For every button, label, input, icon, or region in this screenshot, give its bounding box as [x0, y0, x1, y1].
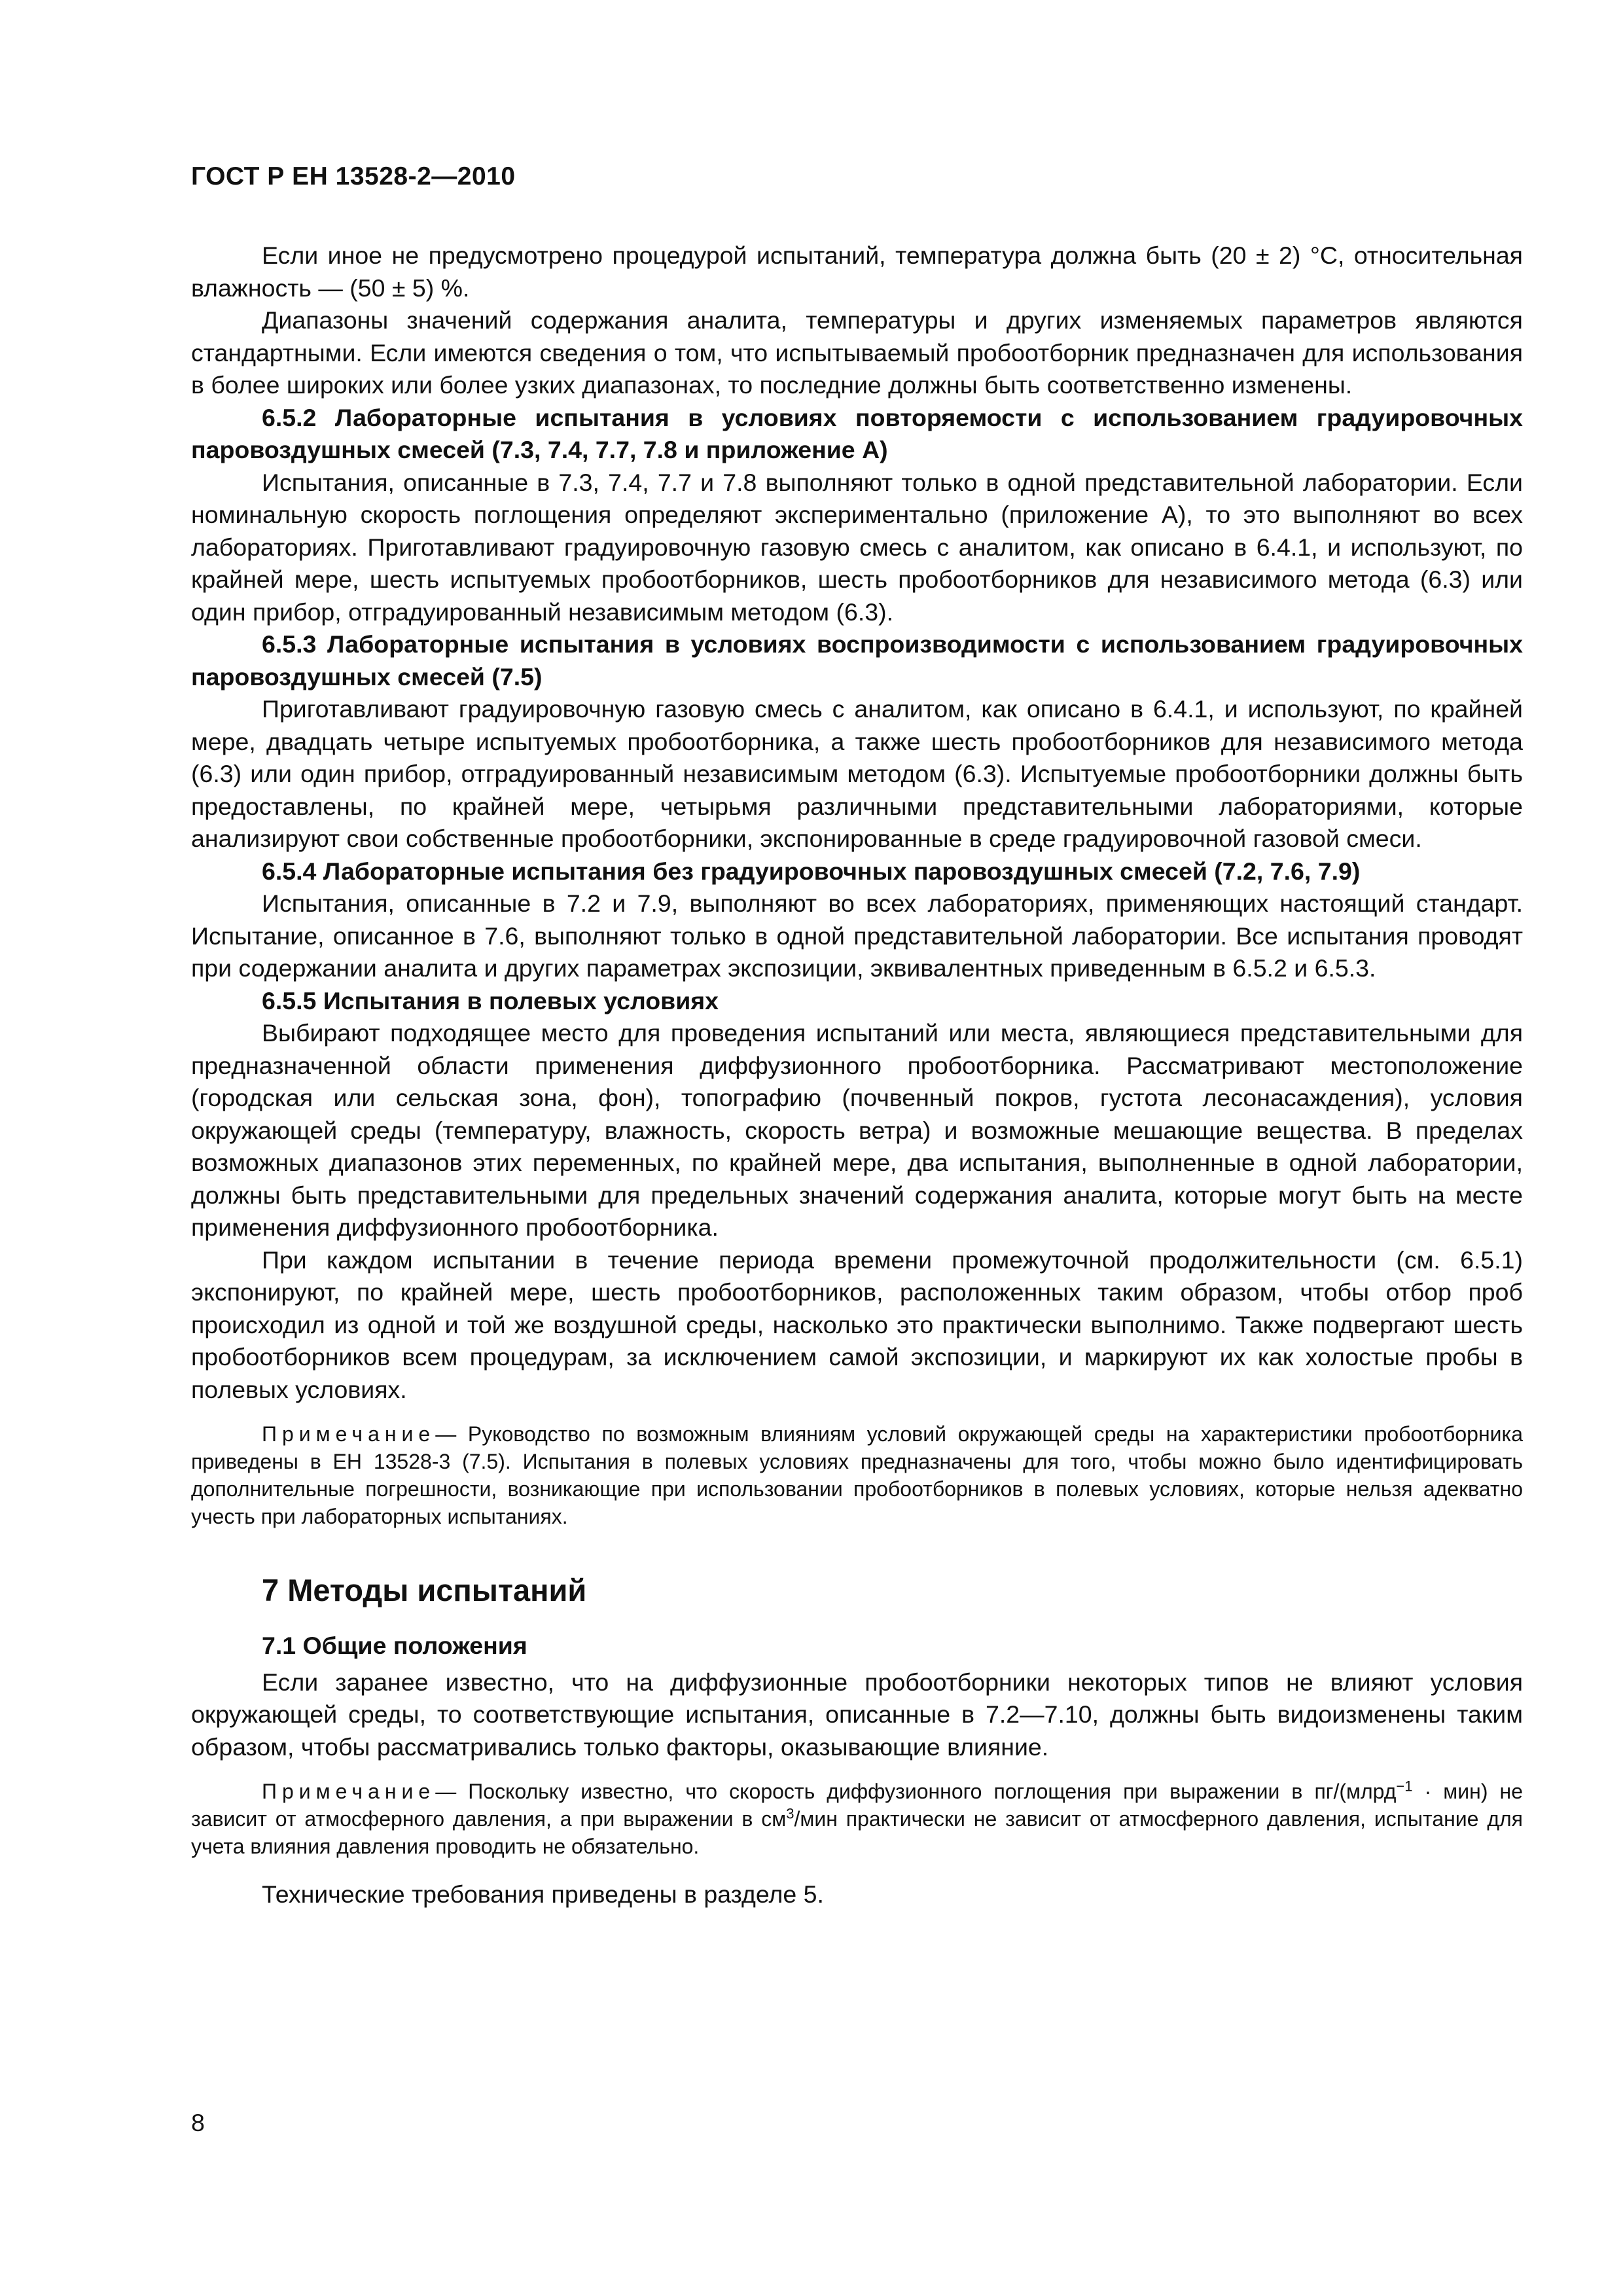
paragraph-6-5-5-site: Выбирают подходящее место для проведения испытаний или места, являющиеся представительными для предназначенной области применения диффузионного пробоотборника. Рассматривают местоположение (городская или сельская зона, фон), топографию (почвенный покров, густота лесонасаждения), условия окружающей среды (температуру, влажность, скорость ветра) и возможные мешающие вещества. В пределах возможных диапазонов этих переменных, по крайней мере, два испытания, выполненные в одной лаборатории, должны быть представительными для предельных значений содержания аналита, которые могут быть на месте применения диффузионного пробоотборника. [191, 1019, 1523, 1241]
note-superscript-minus-one: −1 [1396, 1778, 1413, 1795]
heading-6-5-4: 6.5.4 Лабораторные испытания без градуировочных паровоздушных смесей (7.2, 7.6, 7.9) [262, 857, 1361, 885]
note-diffusion-rate [191, 1778, 1523, 1860]
heading-6-5-2: 6.5.2 Лабораторные испытания в условиях повторяемости с использованием градуировочных паровоздушных смесей (7.3, 7.4, 7.7, 7.8 и приложение А) [191, 403, 1523, 463]
note-text-part1: — Поскольку известно, что скорость диффузионного поглощения при выражении в пг/(млрд [435, 1780, 1397, 1803]
heading-6-5-5: 6.5.5 Испытания в полевых условиях [262, 986, 719, 1014]
page-body [191, 240, 1523, 1911]
note-label: Примечание [262, 1780, 436, 1803]
note-superscript-three: 3 [786, 1805, 794, 1822]
paragraph-ranges: Диапазоны значений содержания аналита, температуры и других изменяемых параметров являются стандартными. Если имеются сведения о том, что испытываемый пробоотборник предназначен для использования в более широких или более узких диапазонах, то последние должны быть соответственно изменены. [191, 306, 1523, 399]
note-text-part2: · мин) не зависит от атмосферного давления, а при выражении в см [191, 1780, 1524, 1831]
paragraph-6-5-2: Испытания, описанные в 7.3, 7.4, 7.7 и 7.8 выполняют только в одной представительной лаборатории. Если номинальную скорость поглощения определяют экспериментально (приложение А), то это выполняют во всех лабораториях. Приготавливают градуировочную газовую смесь с аналитом, как описано в 6.4.1, и используют, по крайней мере, шесть испытуемых пробоотборников, шесть пробоотборников для независимого метода (6.3) или один прибор, отградуированный независимым методом (6.3). [191, 468, 1523, 626]
document-header: ГОСТ Р ЕН 13528-2—2010 [191, 162, 516, 190]
note-field-conditions [191, 1420, 1523, 1530]
heading-6-5-3: 6.5.3 Лабораторные испытания в условиях воспроизводимости с использованием градуировочных паровоздушных смесей (7.5) [191, 630, 1523, 691]
paragraph-conditions: Если иное не предусмотрено процедурой испытаний, температура должна быть (20 ± 2) °С, относительная влажность — (50 ± 5) %. [191, 242, 1523, 302]
page-number: 8 [191, 2109, 205, 2136]
paragraph-7-1: Если заранее известно, что на диффузионные пробоотборники некоторых типов не влияют условия окружающей среды, то соответствующие испытания, описанные в 7.2—7.10, должны быть видоизменены таким образом, чтобы рассматривались только факторы, оказывающие влияние. [191, 1668, 1523, 1761]
note-label: Примечание [262, 1422, 436, 1446]
note-text-part3: /мин практически не зависит от атмосферного давления, испытание для учета влияния давления проводить не обязательно. [191, 1807, 1524, 1858]
paragraph-6-5-4: Испытания, описанные в 7.2 и 7.9, выполняют во всех лабораториях, применяющих настоящий стандарт. Испытание, описанное в 7.6, выполняют только в одной представительной лаборатории. Все испытания проводят при содержании аналита и других параметрах экспозиции, эквивалентных приведенным в 6.5.2 и 6.5.3. [191, 889, 1523, 982]
paragraph-6-5-3: Приготавливают градуировочную газовую смесь с аналитом, как описано в 6.4.1, и используют, по крайней мере, двадцать четыре испытуемых пробоотборника, а также шесть пробоотборников для независимого метода (6.3) или один прибор, отградуированный независимым методом (6.3). Испытуемые пробоотборники должны быть предоставлены, по крайней мере, четырьмя различными представительными лабораториями, которые анализируют свои собственные пробоотборники, экспонированные в среде градуировочной газовой смеси. [191, 695, 1523, 852]
paragraph-technical-requirements: Технические требования приведены в разделе 5. [262, 1880, 824, 1908]
note-text: — Руководство по возможным влияниям условий окружающей среды на характеристики пробоотборника приведены в ЕН 13528-3 (7.5). Испытания в полевых условиях предназначены для того, чтобы можно было идентифицировать дополнительные погрешности, возникающие при использовании пробоотборников в полевых условиях, которые нельзя адекватно учесть при лабораторных испытаниях. [191, 1422, 1523, 1528]
section-7-title: 7 Методы испытаний [262, 1573, 587, 1607]
subsection-7-1-title: 7.1 Общие положения [262, 1632, 527, 1659]
paragraph-6-5-5-exposure: При каждом испытании в течение периода времени промежуточной продолжительности (см. 6.5.1) экспонируют, по крайней мере, шесть пробоотборников, расположенных таким образом, чтобы отбор проб происходил из одной и той же воздушной среды, насколько это практически выполнимо. Также подвергают шесть пробоотборников всем процедурам, за исключением самой экспозиции, и маркируют их как холостые пробы в полевых условиях. [191, 1246, 1523, 1403]
